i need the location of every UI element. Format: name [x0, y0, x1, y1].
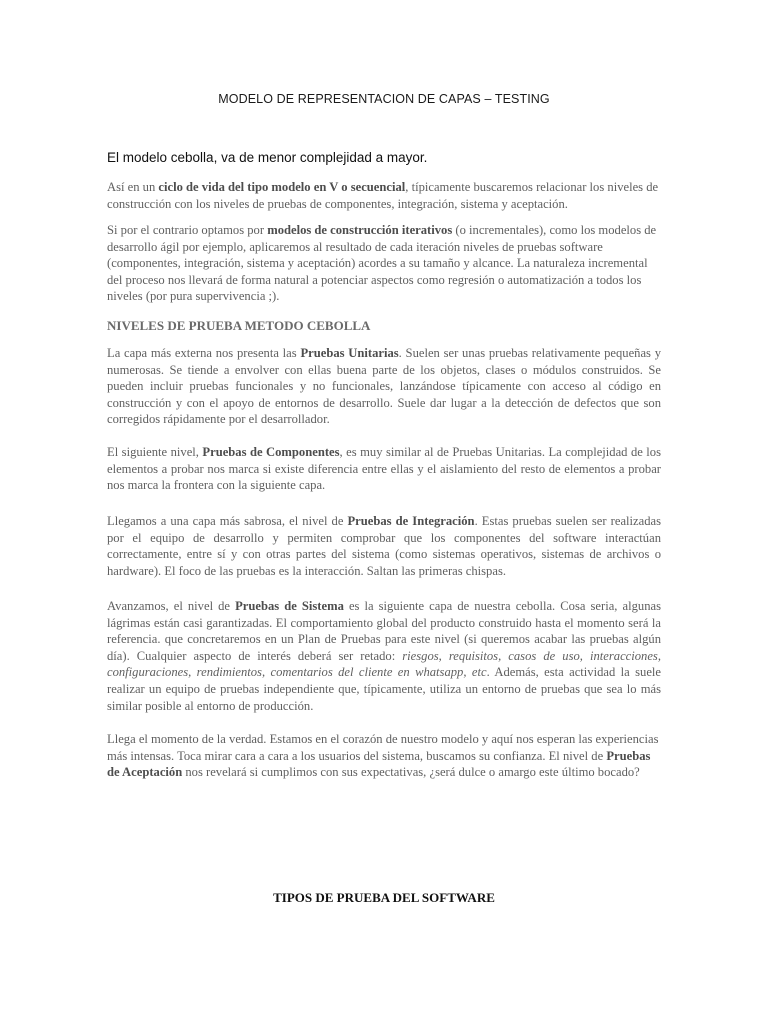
paragraph-iterative-models [107, 222, 661, 305]
p5-text-c: . Estas pruebas suelen ser realizadas por el equipo de desarrollo y permiten comprobar que los componentes del software interactúan correctamente, entre sí y con otras partes del sistema (como sistemas operativos, sistemas de archivos o hardware). El foco de las pruebas es la interacción. Saltan las primeras chispas. [107, 514, 661, 578]
p3-text-c: . Suelen ser unas pruebas relativamente pequeñas y numerosas. Se tiende a envolver con ellas buena parte de los objetos, clases o módulos construidos. Se pueden incluir pruebas funcionales y no funcionales, lanzándose típicamente con acceso al código en construcción y con el apoyo de entornos de desarrollo. Suele dar lugar a la detección de defectos que son corregidos rápidamente por el desarrollador. [107, 346, 661, 427]
p6-italic: riesgos, requisitos, casos de uso, interacciones, configuraciones, rendimientos, comentarios del cliente en whatsapp, etc [107, 648, 661, 680]
p7-text-a: Llega el momento de la verdad. Estamos en el corazón de nuestro modelo y aquí nos esperan las experiencias más intensas. Toca mirar cara a cara a los usuarios del sistema, buscamos su confianza. El nivel de [107, 732, 659, 763]
document-title: MODELO DE REPRESENTACION DE CAPAS – TESTING [218, 92, 550, 106]
paragraph-acceptance-tests [107, 731, 661, 781]
p7-text-c: nos revelará si cumplimos con sus expectativas, ¿será dulce o amargo este último bocado? [182, 765, 640, 780]
p2-text-a: Si por el contrario optamos por [107, 223, 268, 237]
paragraph-v-model [107, 179, 661, 212]
p5-text-a: Llegamos a una capa más sabrosa, el nivel de [107, 514, 348, 528]
p1-text-c: , típicamente buscaremos relacionar los niveles de construcción con los niveles de pruebas de componentes, integración, sistema y aceptación. [107, 180, 659, 211]
p2-bold: modelos de construcción iterativos [267, 223, 453, 237]
p6-bold: Pruebas de Sistema [235, 599, 344, 613]
p4-text-a: El siguiente nivel, [107, 445, 203, 459]
paragraph-system-tests [107, 598, 661, 714]
p6-text-c: es la siguiente capa de nuestra cebolla. Cosa seria, algunas lágrimas están casi garantizadas. El comportamiento global del producto construido hasta el momento será la referencia. que concretaremos en un Plan de Pruebas para este nivel (si queremos acabar las pruebas algún día). Cualquier aspecto de interés deberá ser retado: [107, 599, 661, 663]
p5-bold: Pruebas de Integración [347, 514, 475, 528]
p2-text-c: (o incrementales), como los modelos de desarrollo ágil por ejemplo, aplicaremos al resultado de cada iteración niveles de pruebas software (componentes, integración, sistema y aceptación) acordes a su tamaño y alcance. La naturaleza incremental del proceso nos llevará de forma natural a potenciar aspectos como regresión o automatización a todos los niveles (por pura supervivencia ;). [107, 223, 657, 304]
paragraph-integration-tests [107, 513, 661, 579]
p4-bold: Pruebas de Componentes [202, 445, 340, 459]
p7-bold: Pruebas de Aceptación [107, 748, 651, 780]
section-heading: NIVELES DE PRUEBA METODO CEBOLLA [107, 318, 371, 333]
paragraph-component-tests [107, 444, 661, 494]
p6-text-a: Avanzamos, el nivel de [107, 599, 236, 613]
p1-text-a: Así en un [107, 180, 159, 194]
intro-line: El modelo cebolla, va de menor complejidad a mayor. [107, 150, 428, 165]
p3-text-a: La capa más externa nos presenta las [107, 346, 301, 360]
p4-text-c: , es muy similar al de Pruebas Unitarias. La complejidad de los elementos a probar nos marca si existe diferencia entre ellas y el aislamiento del resto de elementos a probar nos marca la frontera con la siguiente capa. [107, 445, 662, 493]
p1-bold: ciclo de vida del tipo modelo en V o secuencial [158, 180, 406, 194]
paragraph-unit-tests [107, 345, 661, 428]
p6-text-e: . Además, esta actividad la suele realizar un equipo de pruebas independiente que, típicamente, utiliza un entorno de pruebas que sea lo más similar posible al entorno de producción. [107, 665, 661, 713]
p3-bold: Pruebas Unitarias [300, 346, 399, 360]
bottom-heading: TIPOS DE PRUEBA DEL SOFTWARE [273, 890, 495, 905]
